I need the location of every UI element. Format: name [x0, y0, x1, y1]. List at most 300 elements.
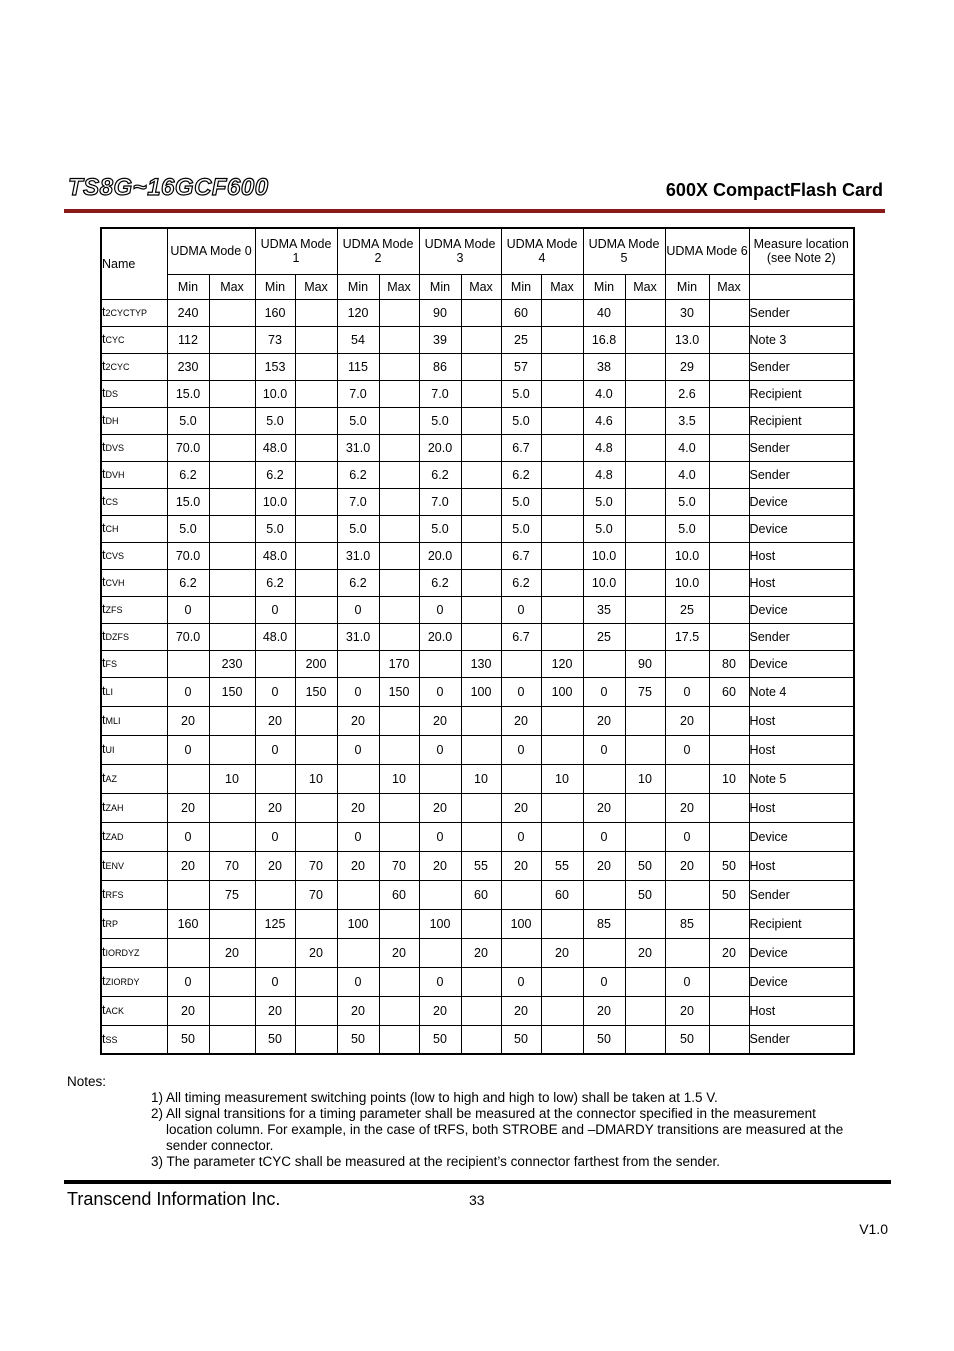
max-value-cell: 60 [461, 880, 501, 909]
max-value-cell: 70 [295, 880, 337, 909]
min-value-cell: 20 [337, 793, 379, 822]
min-value-cell: 20 [167, 851, 209, 880]
min-value-cell: 25 [583, 623, 625, 650]
min-value-cell: 100 [419, 909, 461, 938]
min-value-cell: 7.0 [337, 488, 379, 515]
min-value-cell: 0 [255, 735, 295, 764]
max-value-cell: 80 [709, 650, 749, 677]
max-subheader: Max [295, 274, 337, 299]
min-value-cell [167, 880, 209, 909]
min-value-cell: 54 [337, 326, 379, 353]
table-row [101, 353, 854, 380]
max-value-cell [295, 596, 337, 623]
min-value-cell: 0 [583, 735, 625, 764]
min-value-cell: 0 [167, 596, 209, 623]
parameter-name [101, 793, 167, 822]
min-value-cell: 13.0 [665, 326, 709, 353]
max-value-cell: 150 [209, 677, 255, 706]
max-value-cell [625, 434, 665, 461]
max-value-cell [379, 353, 419, 380]
min-value-cell: 20 [583, 706, 625, 735]
max-value-cell [209, 967, 255, 996]
table-row [101, 996, 854, 1025]
max-value-cell [461, 569, 501, 596]
max-value-cell [709, 596, 749, 623]
parameter-prefix: t [102, 713, 106, 727]
max-value-cell: 55 [461, 851, 501, 880]
max-value-cell [541, 1025, 583, 1054]
table-body [101, 299, 854, 1054]
max-value-cell [709, 407, 749, 434]
max-value-cell: 10 [295, 764, 337, 793]
min-value-cell: 5.0 [583, 488, 625, 515]
min-value-cell: 20 [167, 793, 209, 822]
max-value-cell [209, 706, 255, 735]
measure-location-cell: Sender [749, 1025, 854, 1054]
parameter-prefix: t [102, 945, 106, 959]
max-value-cell [625, 353, 665, 380]
parameter-name [101, 706, 167, 735]
max-value-cell [461, 596, 501, 623]
max-value-cell [209, 735, 255, 764]
max-value-cell [709, 326, 749, 353]
parameter-subscript: ZIORDY [105, 977, 140, 987]
min-value-cell: 20 [665, 706, 709, 735]
max-value-cell [709, 793, 749, 822]
min-value-cell: 5.0 [419, 407, 461, 434]
parameter-subscript: IORDYZ [105, 948, 140, 958]
max-value-cell: 60 [379, 880, 419, 909]
min-value-cell: 7.0 [337, 380, 379, 407]
name-column-header: Name [101, 228, 167, 299]
min-value-cell: 50 [665, 1025, 709, 1054]
max-value-cell [541, 623, 583, 650]
min-value-cell: 40 [583, 299, 625, 326]
parameter-subscript: ACK [105, 1006, 124, 1016]
min-value-cell: 20 [167, 996, 209, 1025]
max-value-cell [461, 434, 501, 461]
min-value-cell [501, 880, 541, 909]
min-value-cell [583, 650, 625, 677]
max-value-cell [461, 353, 501, 380]
max-value-cell [541, 996, 583, 1025]
table-row [101, 461, 854, 488]
min-value-cell: 0 [665, 822, 709, 851]
parameter-prefix: t [102, 684, 106, 698]
parameter-prefix: t [102, 332, 106, 346]
table-row [101, 764, 854, 793]
parameter-subscript: 2CYC [105, 362, 130, 372]
min-value-cell: 31.0 [337, 623, 379, 650]
max-value-cell: 60 [709, 677, 749, 706]
min-value-cell: 20 [583, 793, 625, 822]
max-value-cell [461, 793, 501, 822]
min-value-cell: 6.2 [501, 569, 541, 596]
table-header-row [101, 228, 854, 274]
min-value-cell: 57 [501, 353, 541, 380]
min-value-cell: 35 [583, 596, 625, 623]
max-value-cell: 55 [541, 851, 583, 880]
max-value-cell [461, 996, 501, 1025]
parameter-prefix: t [102, 1031, 106, 1046]
parameter-name [101, 677, 167, 706]
table-row [101, 623, 854, 650]
min-value-cell: 6.2 [419, 461, 461, 488]
max-value-cell [379, 299, 419, 326]
max-value-cell [541, 542, 583, 569]
max-value-cell [461, 623, 501, 650]
min-value-cell: 0 [583, 967, 625, 996]
max-value-cell [709, 569, 749, 596]
min-value-cell [167, 764, 209, 793]
max-value-cell [209, 515, 255, 542]
measure-location-cell: Device [749, 938, 854, 967]
table-row [101, 967, 854, 996]
min-value-cell: 25 [665, 596, 709, 623]
parameter-subscript: DS [105, 389, 118, 399]
min-value-cell: 5.0 [167, 407, 209, 434]
min-value-cell: 112 [167, 326, 209, 353]
max-value-cell [295, 822, 337, 851]
min-value-cell: 20.0 [419, 434, 461, 461]
min-value-cell [255, 650, 295, 677]
min-subheader: Min [167, 274, 209, 299]
parameter-subscript: 2CYCTYP [105, 308, 147, 318]
max-value-cell [625, 299, 665, 326]
min-value-cell [665, 650, 709, 677]
max-value-cell: 10 [625, 764, 665, 793]
min-value-cell: 7.0 [419, 380, 461, 407]
min-value-cell: 60 [501, 299, 541, 326]
max-value-cell [209, 996, 255, 1025]
table-row [101, 380, 854, 407]
measure-location-header: Measure location (see Note 2) [749, 228, 854, 274]
mode-0-header: UDMA Mode 0 [167, 228, 255, 274]
measure-location-cell: Host [749, 706, 854, 735]
min-value-cell: 20 [501, 996, 541, 1025]
max-value-cell [379, 706, 419, 735]
max-value-cell [295, 461, 337, 488]
udma-timing-table [100, 227, 855, 1055]
max-value-cell: 90 [625, 650, 665, 677]
max-value-cell [625, 735, 665, 764]
measure-location-cell: Sender [749, 353, 854, 380]
parameter-name [101, 299, 167, 326]
min-value-cell: 0 [501, 735, 541, 764]
min-value-cell: 0 [419, 596, 461, 623]
max-value-cell [541, 967, 583, 996]
parameter-subscript: FS [105, 659, 117, 669]
max-value-cell [709, 461, 749, 488]
min-value-cell: 10.0 [665, 569, 709, 596]
parameter-name [101, 542, 167, 569]
max-value-cell [461, 488, 501, 515]
max-value-cell [625, 623, 665, 650]
parameter-subscript: DZFS [105, 632, 129, 642]
table-row [101, 434, 854, 461]
max-value-cell [541, 822, 583, 851]
max-value-cell [541, 909, 583, 938]
parameter-prefix: t [102, 602, 106, 616]
max-value-cell [709, 1025, 749, 1054]
min-value-cell: 0 [419, 735, 461, 764]
max-value-cell [379, 380, 419, 407]
max-value-cell: 60 [541, 880, 583, 909]
mode-5-header: UDMA Mode 5 [583, 228, 665, 274]
min-value-cell: 20 [337, 706, 379, 735]
min-value-cell: 5.0 [501, 407, 541, 434]
max-value-cell [209, 488, 255, 515]
max-value-cell [541, 596, 583, 623]
parameter-prefix: t [102, 521, 106, 535]
parameter-name [101, 822, 167, 851]
min-value-cell [255, 764, 295, 793]
min-value-cell: 50 [255, 1025, 295, 1054]
measure-location-cell: Device [749, 822, 854, 851]
max-value-cell [709, 515, 749, 542]
min-value-cell: 6.7 [501, 623, 541, 650]
max-subheader: Max [625, 274, 665, 299]
max-value-cell [709, 380, 749, 407]
table-row [101, 822, 854, 851]
min-value-cell: 4.0 [583, 380, 625, 407]
min-value-cell: 0 [583, 822, 625, 851]
min-value-cell: 0 [419, 677, 461, 706]
max-value-cell [379, 623, 419, 650]
min-value-cell: 0 [419, 822, 461, 851]
max-value-cell [461, 299, 501, 326]
max-value-cell [541, 434, 583, 461]
min-value-cell: 50 [583, 1025, 625, 1054]
min-value-cell [419, 650, 461, 677]
min-value-cell: 0 [167, 677, 209, 706]
max-value-cell [541, 353, 583, 380]
measure-location-cell: Recipient [749, 909, 854, 938]
min-value-cell: 6.2 [255, 461, 295, 488]
min-value-cell [501, 938, 541, 967]
min-value-cell: 6.2 [255, 569, 295, 596]
min-value-cell: 2.6 [665, 380, 709, 407]
min-value-cell: 5.0 [501, 488, 541, 515]
parameter-prefix: t [102, 386, 106, 400]
parameter-prefix: t [102, 440, 106, 454]
max-value-cell: 10 [209, 764, 255, 793]
min-value-cell: 4.8 [583, 434, 625, 461]
max-value-cell [625, 488, 665, 515]
max-value-cell [625, 706, 665, 735]
max-value-cell [709, 822, 749, 851]
parameter-prefix: t [102, 575, 106, 589]
measure-location-cell: Host [749, 996, 854, 1025]
min-value-cell: 20 [665, 851, 709, 880]
min-value-cell: 0 [665, 735, 709, 764]
max-value-cell [209, 461, 255, 488]
min-value-cell: 20.0 [419, 623, 461, 650]
max-value-cell [295, 1025, 337, 1054]
max-value-cell: 70 [295, 851, 337, 880]
min-value-cell: 100 [337, 909, 379, 938]
min-value-cell: 10.0 [255, 380, 295, 407]
mode-6-header: UDMA Mode 6 [665, 228, 749, 274]
measure-location-cell: Sender [749, 461, 854, 488]
max-value-cell [295, 623, 337, 650]
measure-location-subheader [749, 274, 854, 299]
max-value-cell [295, 299, 337, 326]
max-value-cell [541, 407, 583, 434]
parameter-name [101, 996, 167, 1025]
min-value-cell: 6.2 [501, 461, 541, 488]
max-value-cell [379, 996, 419, 1025]
min-value-cell: 20.0 [419, 542, 461, 569]
max-value-cell: 20 [541, 938, 583, 967]
max-value-cell [209, 542, 255, 569]
max-value-cell [461, 1025, 501, 1054]
parameter-prefix: t [102, 494, 106, 508]
min-value-cell: 115 [337, 353, 379, 380]
min-value-cell: 20 [419, 851, 461, 880]
max-subheader: Max [209, 274, 255, 299]
min-value-cell: 0 [337, 822, 379, 851]
max-value-cell: 120 [541, 650, 583, 677]
min-value-cell: 70.0 [167, 623, 209, 650]
min-value-cell: 5.0 [501, 515, 541, 542]
max-value-cell [461, 380, 501, 407]
min-value-cell [583, 938, 625, 967]
min-value-cell: 4.0 [665, 461, 709, 488]
max-value-cell [709, 623, 749, 650]
min-value-cell: 0 [665, 967, 709, 996]
table-row [101, 299, 854, 326]
min-value-cell: 15.0 [167, 488, 209, 515]
max-value-cell: 50 [625, 851, 665, 880]
min-value-cell [255, 938, 295, 967]
measure-location-cell: Host [749, 793, 854, 822]
min-value-cell: 230 [167, 353, 209, 380]
max-value-cell: 20 [461, 938, 501, 967]
max-value-cell: 200 [295, 650, 337, 677]
parameter-subscript: ENV [105, 861, 124, 871]
min-value-cell: 0 [501, 596, 541, 623]
min-value-cell: 100 [501, 909, 541, 938]
max-value-cell [625, 461, 665, 488]
min-value-cell: 73 [255, 326, 295, 353]
parameter-subscript: CH [105, 524, 119, 534]
max-value-cell [625, 909, 665, 938]
min-value-cell: 5.0 [337, 515, 379, 542]
max-value-cell [379, 735, 419, 764]
min-value-cell [501, 650, 541, 677]
max-value-cell [209, 434, 255, 461]
max-value-cell [461, 461, 501, 488]
parameter-name [101, 764, 167, 793]
max-value-cell [209, 326, 255, 353]
max-value-cell [541, 735, 583, 764]
min-value-cell: 31.0 [337, 434, 379, 461]
max-value-cell [709, 299, 749, 326]
min-value-cell: 3.5 [665, 407, 709, 434]
parameter-prefix: t [102, 413, 106, 427]
min-value-cell: 20 [419, 996, 461, 1025]
min-value-cell [167, 938, 209, 967]
max-value-cell [209, 380, 255, 407]
max-value-cell [541, 326, 583, 353]
max-value-cell [541, 380, 583, 407]
min-value-cell: 20 [419, 793, 461, 822]
parameter-prefix: t [102, 305, 106, 319]
min-value-cell [665, 938, 709, 967]
max-value-cell [625, 569, 665, 596]
parameter-prefix: t [102, 742, 106, 756]
parameter-name [101, 380, 167, 407]
min-value-cell: 20 [583, 851, 625, 880]
min-value-cell: 5.0 [665, 488, 709, 515]
document-version: V1.0 [859, 1221, 888, 1237]
max-value-cell: 130 [461, 650, 501, 677]
max-value-cell [709, 434, 749, 461]
parameter-subscript: MLI [105, 716, 121, 726]
min-value-cell: 20 [501, 851, 541, 880]
max-value-cell [625, 326, 665, 353]
parameter-prefix: t [102, 800, 106, 814]
max-value-cell: 100 [461, 677, 501, 706]
min-value-cell [337, 650, 379, 677]
parameter-prefix: t [102, 829, 106, 843]
company-name: Transcend Information Inc. [67, 1189, 281, 1209]
max-value-cell [625, 793, 665, 822]
mode-1-header: UDMA Mode 1 [255, 228, 337, 274]
measure-location-cell: Note 3 [749, 326, 854, 353]
measure-location-cell: Sender [749, 623, 854, 650]
max-value-cell [461, 407, 501, 434]
parameter-prefix: t [102, 771, 106, 785]
max-value-cell [295, 353, 337, 380]
max-value-cell: 230 [209, 650, 255, 677]
measure-location-cell: Device [749, 596, 854, 623]
measure-location-cell: Device [749, 488, 854, 515]
measure-location-cell: Host [749, 735, 854, 764]
min-value-cell: 0 [337, 735, 379, 764]
min-value-cell: 50 [167, 1025, 209, 1054]
max-value-cell [295, 967, 337, 996]
parameter-subscript: LI [105, 687, 113, 697]
min-value-cell: 20 [255, 793, 295, 822]
max-value-cell [541, 488, 583, 515]
max-value-cell [379, 569, 419, 596]
max-value-cell [209, 299, 255, 326]
parameter-subscript: RFS [105, 890, 124, 900]
max-value-cell [209, 596, 255, 623]
min-value-cell: 0 [255, 822, 295, 851]
min-value-cell: 50 [419, 1025, 461, 1054]
measure-location-cell: Device [749, 515, 854, 542]
max-value-cell [461, 326, 501, 353]
max-value-cell [461, 822, 501, 851]
note-2: 2) All signal transitions for a timing parameter shall be measured at the connector specified in the measurement location column. For example, in the case of tRFS, both STROBE and –DMARDY transitions are measured at the sender connector. [151, 1106, 844, 1153]
mode-4-header: UDMA Mode 4 [501, 228, 583, 274]
min-value-cell: 70.0 [167, 542, 209, 569]
min-value-cell: 4.8 [583, 461, 625, 488]
max-value-cell [379, 461, 419, 488]
table-row [101, 515, 854, 542]
parameter-prefix: t [102, 1003, 106, 1017]
parameter-subscript: ZAH [105, 803, 124, 813]
max-value-cell: 10 [709, 764, 749, 793]
parameter-name [101, 938, 167, 967]
max-value-cell [709, 967, 749, 996]
min-value-cell: 6.2 [167, 461, 209, 488]
min-value-cell: 16.8 [583, 326, 625, 353]
footer-divider [64, 1180, 891, 1184]
